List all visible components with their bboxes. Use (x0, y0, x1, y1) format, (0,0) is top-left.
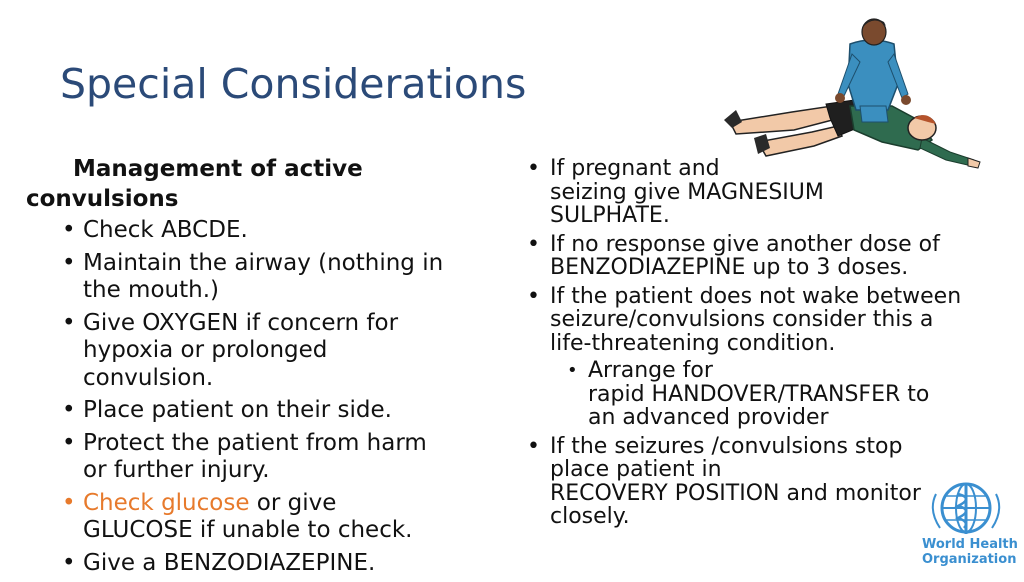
list-item-text: seizure/convulsions (550, 307, 773, 332)
list-item (62, 310, 486, 393)
list-item (62, 217, 486, 245)
list-item (62, 430, 486, 485)
sub-list-item (567, 359, 997, 430)
list-item-text: GLUCOSE if unable to check. (83, 517, 413, 543)
list-item-text: convulsion. (83, 364, 214, 391)
management-list (62, 217, 486, 577)
considerations-list (527, 157, 997, 529)
list-item-text: life-threatening condition. (550, 330, 836, 356)
slide-title: Special Considerations (60, 60, 527, 108)
list-item-text: place patient in (550, 457, 722, 482)
list-item-text: or further injury. (83, 457, 270, 483)
list-item (527, 233, 997, 280)
list-item (62, 490, 486, 545)
list-item-text: seizing (550, 179, 634, 205)
list-item-text: an advanced provider (588, 405, 829, 430)
list-item-text: RECOVERY POSITION and monitor (550, 480, 921, 506)
list-item-text: give MAGNESIUM (633, 179, 824, 205)
list-item (62, 397, 486, 425)
list-item-text: • Maintain the airway (nothing in (83, 249, 444, 276)
section-heading (26, 154, 486, 214)
check-glucose-highlight: Check glucose (83, 489, 250, 516)
left-column (26, 154, 486, 582)
list-item-text: • If pregnant and (550, 156, 720, 181)
right-column (527, 157, 997, 534)
list-item-text: Place patient on their side. (83, 397, 392, 423)
section-heading-line-2: convulsions (26, 186, 179, 212)
list-item-text: If no response (550, 231, 713, 257)
list-item-text: the mouth.) (83, 277, 219, 303)
list-item-text: BENZODIAZEPINE up to 3 doses. (550, 255, 909, 280)
recovery-position-illustration (722, 14, 984, 180)
list-item-text: consider this a (772, 307, 934, 332)
list-item-text: rapid HANDOVER/TRANSFER to (588, 381, 930, 407)
who-logo-line-1: World Health (922, 537, 1018, 552)
list-item (62, 250, 486, 305)
list-item-text: • If the patient does not wake between (550, 283, 962, 309)
list-item (527, 285, 997, 430)
list-item-text: Give a BENZODIAZEPINE. (83, 549, 376, 576)
list-item-text: • If the seizures /convulsions stop (550, 433, 903, 459)
list-item-text: closely. (550, 504, 630, 529)
list-item-text: give another dose of (712, 231, 940, 257)
who-logo-line-2: Organization (922, 552, 1017, 567)
list-item-text: • Arrange for (588, 358, 713, 383)
list-item (62, 550, 486, 578)
section-heading-line-1: Management of active (73, 156, 363, 182)
list-item-text: • Protect the patient from harm (83, 429, 427, 456)
list-item-text: SULPHATE. (550, 203, 670, 228)
sub-list (567, 359, 997, 430)
who-logo-text (922, 537, 1018, 567)
list-item-text: • Give OXYGEN if concern for (83, 309, 399, 336)
list-item-text: hypoxia or prolonged (83, 337, 328, 363)
list-item-text: or give (249, 489, 337, 516)
list-item-text: Check ABCDE. (83, 217, 248, 243)
